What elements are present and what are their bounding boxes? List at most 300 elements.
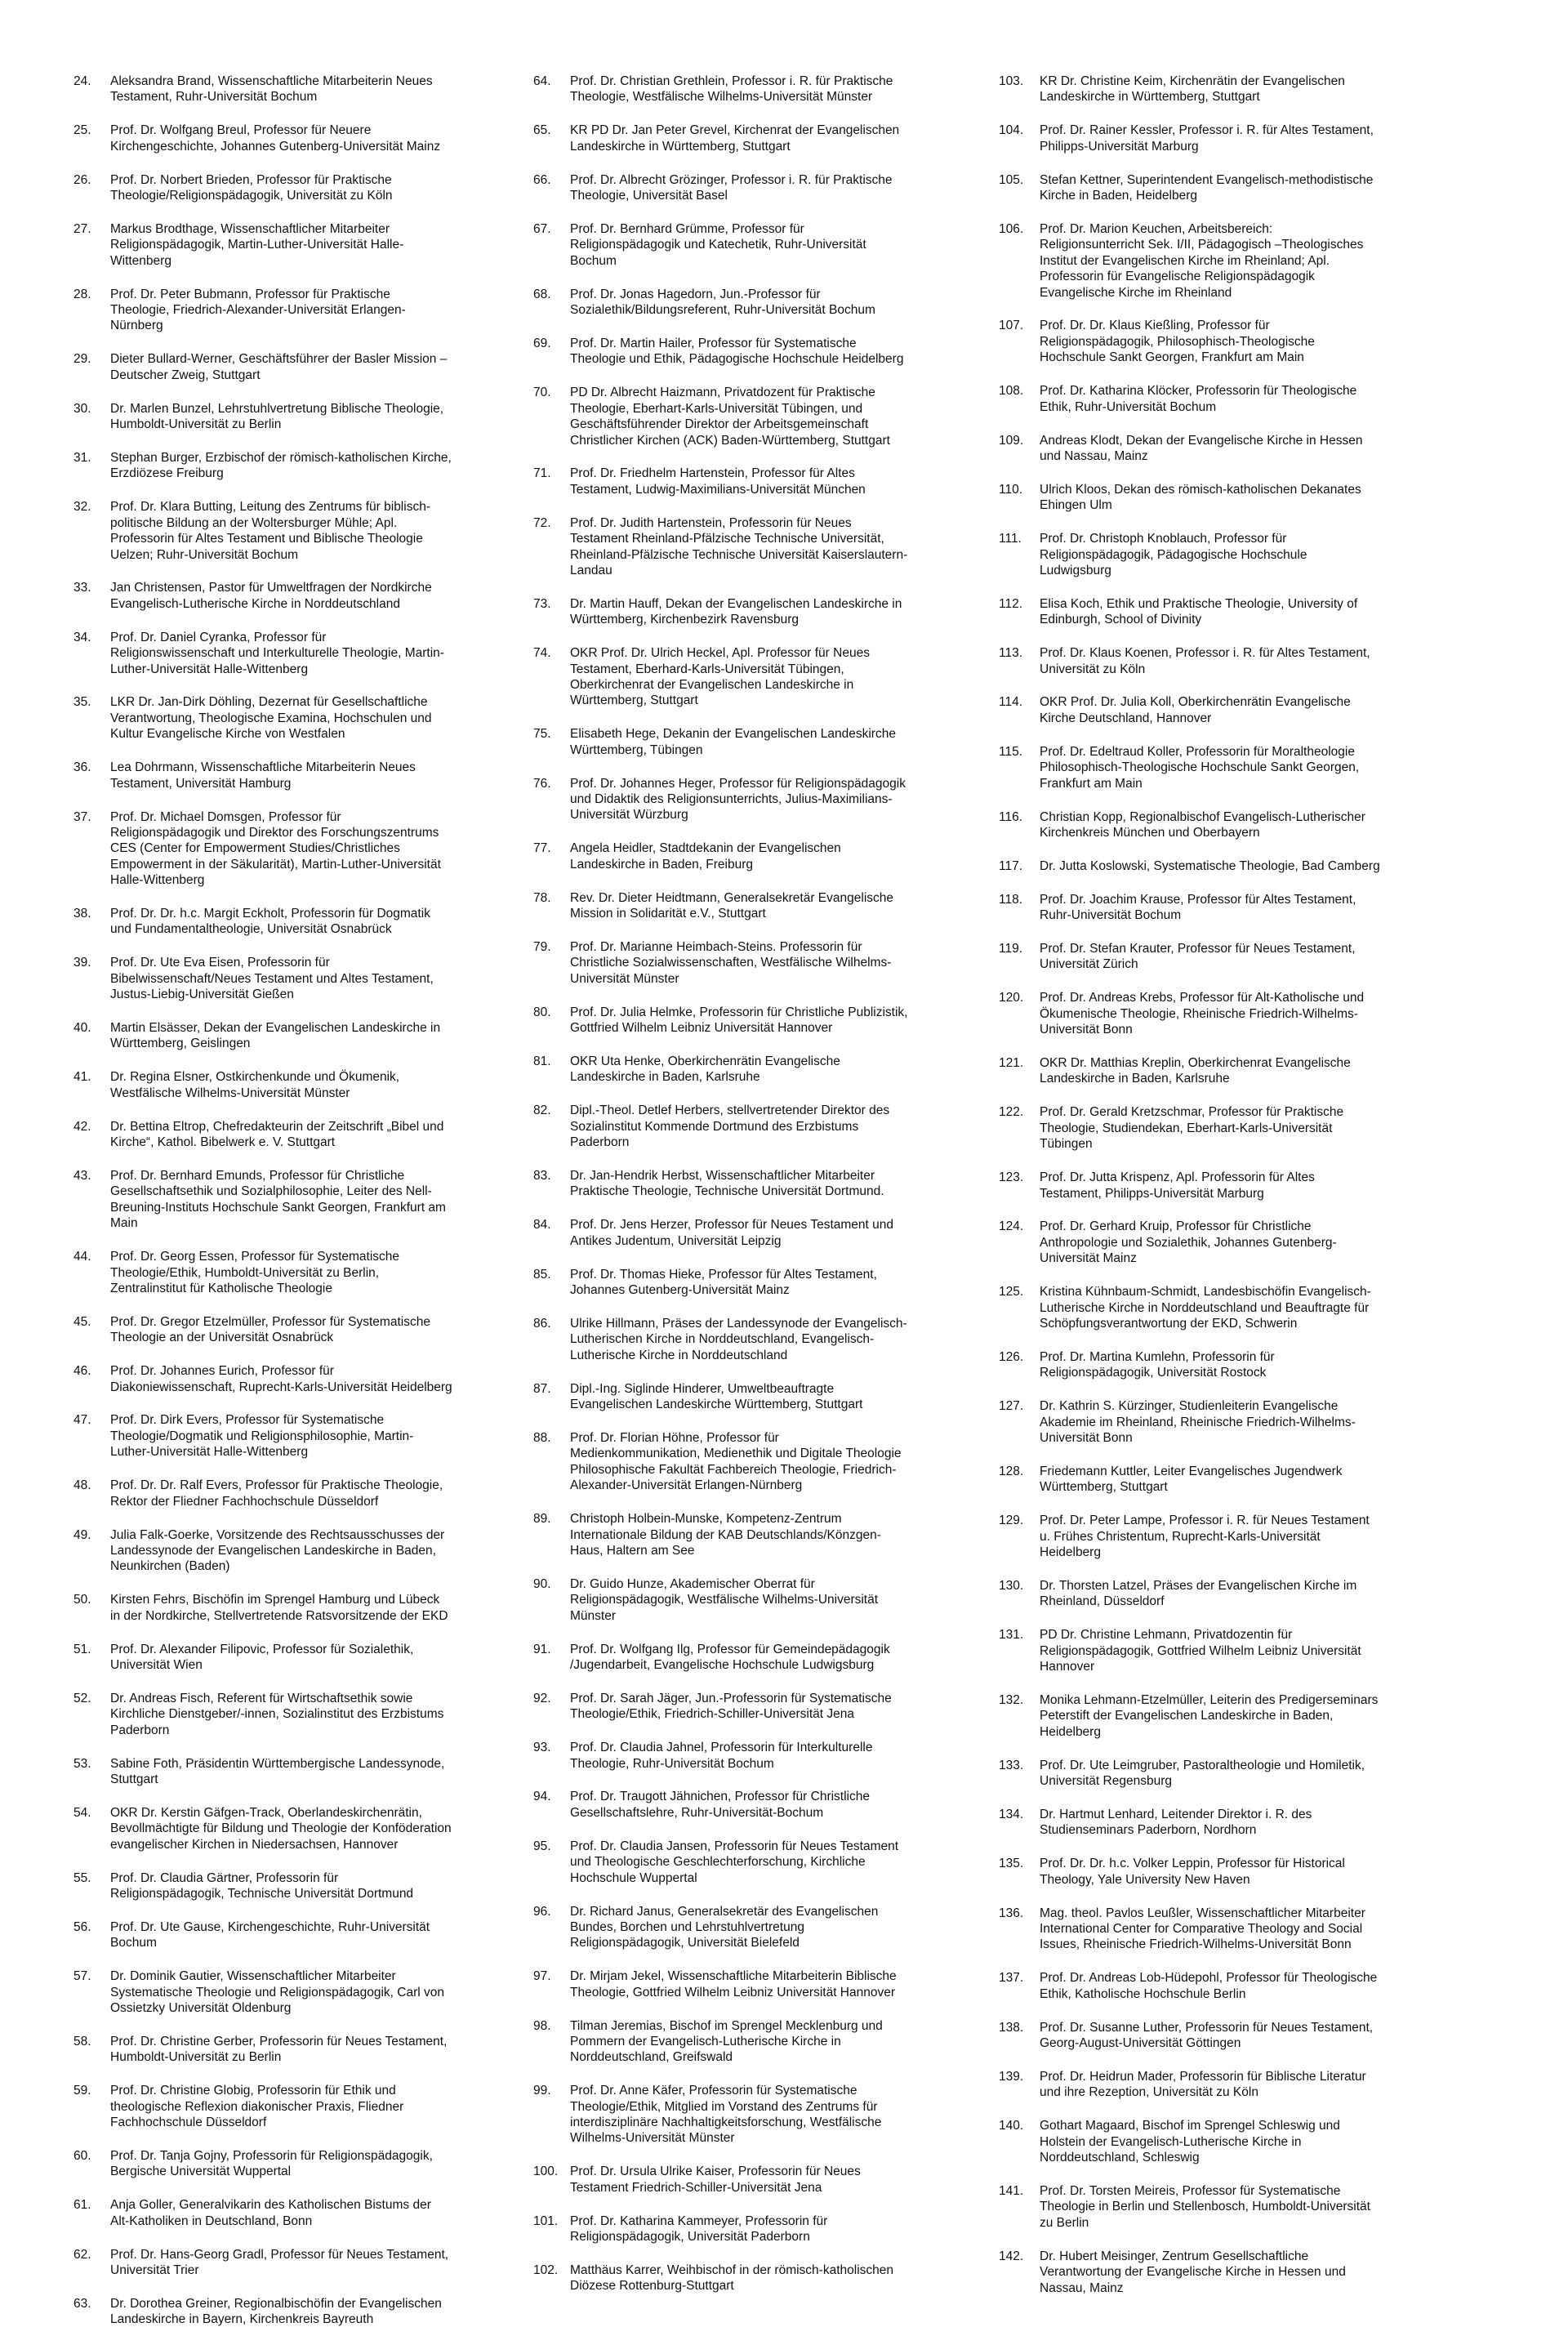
signatory-entry	[999, 531, 1440, 578]
entry-text: Prof. Dr. Georg Essen, Professor für Systematische Theologie/Ethik, Humboldt-Universität zu Berlin, Zentralinstitut für Katholische Theologie	[110, 1250, 400, 1295]
entry-text: Prof. Dr. Gerald Kretzschmar, Professor für Praktische Theologie, Studiendekan, Eberhart-Karls-Universität Tübingen	[1040, 1105, 1344, 1152]
entry-text: Dr. Jutta Koslowski, Systematische Theologie, Bad Camberg	[1040, 858, 1380, 873]
signatory-entry	[74, 1069, 498, 1101]
signatory-entry	[533, 385, 964, 448]
entry-text: Friedemann Kuttler, Leiter Evangelisches Jugendwerk Württemberg, Stuttgart	[1040, 1464, 1343, 1495]
entry-text: Angela Heidler, Stadtdekanin der Evangelischen Landeskirche in Baden, Freiburg	[570, 841, 841, 872]
entry-text: Prof. Dr. Claudia Jahnel, Professorin für Interkulturelle Theologie, Ruhr-Universität Bochum	[570, 1741, 873, 1771]
entry-number: 90.	[533, 1576, 551, 1591]
entry-number: 96.	[533, 1904, 551, 1919]
entry-number: 126.	[999, 1349, 1024, 1364]
entry-number: 131.	[999, 1628, 1024, 1643]
entry-number: 86.	[533, 1316, 551, 1331]
signatory-entry	[999, 1284, 1440, 1331]
entry-number: 75.	[533, 727, 551, 742]
signatory-entry	[533, 466, 964, 497]
entry-text: Prof. Dr. Edeltraud Koller, Professorin für Moraltheologie Philosophisch-Theologische Hochschule Sankt Georgen, Frankfurt am Main	[1040, 744, 1360, 791]
entry-number: 130.	[999, 1578, 1024, 1593]
entry-text: Dr. Thorsten Latzel, Präses der Evangelischen Kirche im Rheinland, Düsseldorf	[1040, 1578, 1357, 1609]
entry-number: 119.	[999, 942, 1023, 956]
entry-number: 83.	[533, 1169, 551, 1183]
entry-number: 68.	[533, 287, 551, 301]
entry-number: 66.	[533, 172, 551, 187]
entry-text: Rev. Dr. Dieter Heidtmann, Generalsekretär Evangelische Mission in Solidarität e.V., Stuttgart	[570, 890, 893, 921]
signatory-entry	[999, 123, 1440, 154]
entry-number: 56.	[74, 1919, 91, 1934]
entry-number: 32.	[74, 500, 91, 515]
signatory-entry	[533, 2263, 964, 2294]
entry-text: Prof. Dr. Dr. Klaus Kießling, Professor für Religionspädagogik, Philosophisch-Theologische Hochschule Sankt Georgen, Frankfurt am Main	[1040, 319, 1315, 365]
signatory-entry	[74, 694, 498, 742]
entry-text: Prof. Dr. Ursula Ulrike Kaiser, Professorin für Neues Testament Friedrich-Schiller-Universität Jena	[570, 2164, 861, 2195]
entry-text: Dr. Dominik Gautier, Wissenschaftlicher Mitarbeiter Systematische Theologie und Religionspädagogik, Carl von Ossietzky Universität Oldenburg	[110, 1969, 444, 2016]
signatory-column-2	[533, 74, 964, 2312]
entry-text: Martin Elsässer, Dekan der Evangelischen Landeskirche in Württemberg, Geislingen	[110, 1021, 441, 1051]
signatory-entry	[74, 1363, 498, 1395]
entry-number: 95.	[533, 1839, 551, 1853]
entry-number: 100.	[533, 2164, 559, 2179]
entry-number: 128.	[999, 1464, 1024, 1478]
entry-text: Dr. Hartmut Lenhard, Leitender Direktor i. R. des Studienseminars Paderborn, Nordhorn	[1040, 1807, 1312, 1838]
entry-text: Anja Goller, Generalvikarin des Katholischen Bistums der Alt-Katholiken in Deutschland, Bonn	[110, 2198, 431, 2228]
entry-text: Matthäus Karrer, Weihbischof in der römisch-katholischen Diözese Rottenburg-Stuttgart	[570, 2263, 893, 2294]
entry-number: 73.	[533, 596, 551, 611]
signatory-entry	[999, 744, 1440, 791]
signatory-entry	[533, 726, 964, 758]
signatory-entry	[533, 336, 964, 368]
signatory-entry	[533, 2164, 964, 2196]
entry-text: Prof. Dr. Bernhard Emunds, Professor für Christliche Gesellschaftsethik und Sozialphilosophie, Leiter des Nell- Breuning-Instituts Hochschule Sankt Georgen, Frankfurt am Main	[110, 1169, 446, 1231]
entry-number: 87.	[533, 1381, 551, 1396]
entry-number: 125.	[999, 1285, 1024, 1300]
entry-text: Prof. Dr. Friedhelm Hartenstein, Professor für Altes Testament, Ludwig-Maximilians-Universität München	[570, 466, 866, 497]
entry-number: 74.	[533, 646, 551, 661]
entry-text: Dr. Guido Hunze, Akademischer Oberrat für Religionspädagogik, Westfälische Wilhelms-Universität Münster	[570, 1576, 879, 1623]
entry-text: Stefan Kettner, Superintendent Evangelisch-methodistische Kirche in Baden, Heidelberg	[1040, 172, 1374, 203]
signatory-entry	[74, 74, 498, 105]
entry-number: 64.	[533, 74, 551, 88]
signatory-entry	[999, 1219, 1440, 1266]
signatory-entry	[999, 1856, 1440, 1888]
entry-text: Sabine Foth, Präsidentin Württembergische Landessynode, Stuttgart	[110, 1756, 445, 1786]
entry-number: 57.	[74, 1969, 91, 1984]
signatory-entry	[74, 1168, 498, 1232]
entry-number: 37.	[74, 809, 91, 824]
signatory-entry	[533, 776, 964, 823]
signatory-entry	[74, 1249, 498, 1296]
entry-number: 127.	[999, 1399, 1024, 1414]
entry-text: Elisa Koch, Ethik und Praktische Theologie, University of Edinburgh, School of Divinity	[1040, 596, 1358, 627]
entry-text: Kirsten Fehrs, Bischöfin im Sprengel Hamburg und Lübeck in der Nordkirche, Stellvertretende Ratsvorsitzende der EKD	[110, 1593, 448, 1623]
entry-text: Prof. Dr. Andreas Lob-Hüdepohl, Professor für Theologische Ethik, Katholische Hochschule Berlin	[1040, 1971, 1378, 2001]
signatory-entry	[999, 74, 1440, 105]
signatory-entry	[74, 2197, 498, 2229]
entry-number: 77.	[533, 841, 551, 856]
entry-text: OKR Prof. Dr. Julia Koll, Oberkirchenrätin Evangelische Kirche Deutschland, Hannover	[1040, 695, 1351, 725]
entry-text: Prof. Dr. Gerhard Kruip, Professor für Christliche Anthropologie und Sozialethik, Johannes Gutenberg- Universität Mainz	[1040, 1219, 1337, 1266]
entry-text: Dipl.-Ing. Siglinde Hinderer, Umweltbeauftragte Evangelischen Landeskirche Württemberg, Stuttgart	[570, 1381, 863, 1412]
signatory-entry	[74, 1805, 498, 1852]
entry-text: PD Dr. Albrecht Haizmann, Privatdozent für Praktische Theologie, Eberhart-Karls-Universität Tübingen, und Geschäftsführender Direktor der Arbeitsgemeinschaft Christlicher Kirchen (ACK) Baden-Württemberg, Stuttgart	[570, 386, 890, 448]
entry-number: 31.	[74, 451, 91, 465]
entry-number: 45.	[74, 1314, 91, 1329]
signatory-entry	[533, 1381, 964, 1413]
signatory-entry	[533, 1904, 964, 1951]
entry-text: KR Dr. Christine Keim, Kirchenrätin der Evangelischen Landeskirche in Württemberg, Stuttgart	[1040, 74, 1345, 105]
entry-number: 106.	[999, 221, 1024, 236]
entry-text: Prof. Dr. Martina Kumlehn, Professorin für Religionspädagogik, Universität Rostock	[1040, 1349, 1275, 1380]
entry-number: 110.	[999, 482, 1023, 497]
entry-text: Prof. Dr. Johannes Eurich, Professor für Diakoniewissenschaft, Ruprecht-Karls-Universität Heidelberg	[110, 1364, 452, 1394]
entry-text: Dieter Bullard-Werner, Geschäftsführer der Basler Mission – Deutscher Zweig, Stuttgart	[110, 352, 448, 382]
signatory-entry	[999, 2118, 1440, 2165]
entry-number: 49.	[74, 1527, 91, 1542]
entry-text: Prof. Dr. Joachim Krause, Professor für Altes Testament, Ruhr-Universität Bochum	[1040, 892, 1356, 923]
signatory-entry	[999, 694, 1440, 726]
signatory-entry	[999, 2183, 1440, 2231]
signatory-entry	[533, 645, 964, 709]
signatory-entry	[533, 1576, 964, 1624]
entry-number: 121.	[999, 1056, 1024, 1071]
entry-number: 124.	[999, 1219, 1024, 1234]
signatory-column-3	[999, 74, 1440, 2313]
entry-number: 38.	[74, 907, 91, 921]
entry-text: Prof. Dr. Michael Domsgen, Professor für Religionspädagogik und Direktor des Forschungszentrums CES (Center for Empowerment Studies/Christliches Empowerment in der Säkularität), Martin-Luther-Universität Halle-Wittenberg	[110, 809, 441, 888]
entry-number: 109.	[999, 433, 1024, 448]
signatory-entry	[999, 1104, 1440, 1152]
entry-number: 36.	[74, 760, 91, 775]
entry-number: 27.	[74, 221, 91, 236]
entry-text: Prof. Dr. Sarah Jäger, Jun.-Professorin für Systematische Theologie/Ethik, Friedrich-Schiller-Universität Jena	[570, 1691, 892, 1722]
entry-number: 129.	[999, 1514, 1024, 1528]
signatory-entry	[533, 1511, 964, 1558]
signatory-entry	[999, 2020, 1440, 2052]
entry-text: Prof. Dr. Christoph Knoblauch, Professor für Religionspädagogik, Pädagogische Hochschule Ludwigsburg	[1040, 532, 1307, 577]
signatory-entry	[999, 1627, 1440, 1674]
signatory-entry	[533, 1740, 964, 1772]
entry-number: 51.	[74, 1642, 91, 1656]
signatory-entry	[999, 2249, 1440, 2296]
entry-text: Dr. Dorothea Greiner, Regionalbischöfin der Evangelischen Landeskirche in Bayern, Kirchenkreis Bayreuth	[110, 2296, 442, 2327]
entry-number: 35.	[74, 695, 91, 710]
entry-text: Jan Christensen, Pastor für Umweltfragen der Nordkirche Evangelisch-Lutherische Kirche in Norddeutschland	[110, 581, 432, 611]
entry-text: Prof. Dr. Katharina Kammeyer, Professorin für Religionspädagogik, Universität Paderborn	[570, 2213, 828, 2245]
entry-number: 47.	[74, 1413, 91, 1428]
signatory-entry	[74, 287, 498, 334]
signatory-entry	[999, 990, 1440, 1037]
entry-number: 141.	[999, 2183, 1024, 2198]
signatory-entry	[533, 596, 964, 628]
signatory-entry	[999, 221, 1440, 301]
entry-number: 88.	[533, 1430, 551, 1445]
entry-number: 107.	[999, 319, 1024, 333]
entry-text: Aleksandra Brand, Wissenschaftliche Mitarbeiterin Neues Testament, Ruhr-Universität Bochum	[110, 74, 433, 105]
entry-number: 101.	[533, 2213, 559, 2228]
entry-text: Prof. Dr. Klaus Koenen, Professor i. R. für Altes Testament, Universität zu Köln	[1040, 646, 1370, 676]
entry-number: 42.	[74, 1119, 91, 1134]
entry-text: Stephan Burger, Erzbischof der römisch-katholischen Kirche, Erzdiözese Freiburg	[110, 451, 452, 481]
entry-number: 92.	[533, 1691, 551, 1705]
entry-text: Prof. Dr. Marianne Heimbach-Steins. Professorin für Christliche Sozialwissenschaften, Westfälische Wilhelms- Universität Münster	[570, 939, 892, 986]
entry-number: 98.	[533, 2018, 551, 2033]
entry-text: Dr. Jan-Hendrik Herbst, Wissenschaftlicher Mitarbeiter Praktische Theologie, Technische Universität Dortmund.	[570, 1169, 884, 1199]
signatory-entry	[533, 287, 964, 319]
entry-text: Prof. Dr. Gregor Etzelmüller, Professor für Systematische Theologie an der Universität Osnabrück	[110, 1314, 430, 1345]
signatory-entry	[999, 318, 1440, 365]
entry-number: 72.	[533, 515, 551, 530]
signatory-entry	[999, 1398, 1440, 1446]
signatory-entry	[533, 74, 964, 105]
entry-text: PD Dr. Christine Lehmann, Privatdozentin für Religionspädagogik, Gottfried Wilhelm Leibniz Universität Hannover	[1040, 1628, 1361, 1674]
entry-number: 55.	[74, 1870, 91, 1885]
signatory-entry	[999, 383, 1440, 415]
signatory-entry	[74, 123, 498, 154]
entry-text: Prof. Dr. Andreas Krebs, Professor für Alt-Katholische und Ökumenische Theologie, Rheinische Friedrich-Wilhelms- Universität Bonn	[1040, 991, 1365, 1037]
entry-number: 115.	[999, 744, 1023, 759]
entry-number: 79.	[533, 939, 551, 954]
signatory-entry	[999, 172, 1440, 204]
entry-number: 142.	[999, 2249, 1024, 2263]
signatory-entry	[74, 1119, 498, 1151]
entry-text: Prof. Dr. Johannes Heger, Professor für Religionspädagogik und Didaktik des Religionsunterrichts, Julius-Maximilians- Universität Würzburg	[570, 776, 906, 823]
entry-number: 24.	[74, 74, 91, 88]
signatory-entry	[533, 1005, 964, 1037]
entry-text: Prof. Dr. Susanne Luther, Professorin für Neues Testament, Georg-August-Universität Göttingen	[1040, 2020, 1374, 2051]
signatory-entry	[533, 221, 964, 269]
signatory-entry	[999, 1055, 1440, 1087]
entry-text: Prof. Dr. Hans-Georg Gradl, Professor für Neues Testament, Universität Trier	[110, 2247, 449, 2277]
signatory-entry	[533, 515, 964, 579]
entry-text: Elisabeth Hege, Dekanin der Evangelischen Landeskirche Württemberg, Tübingen	[570, 727, 896, 757]
entry-number: 41.	[74, 1070, 91, 1085]
signatory-column-1	[74, 74, 498, 2345]
entry-number: 63.	[74, 2296, 91, 2311]
entry-text: Prof. Dr. Dirk Evers, Professor für Systematische Theologie/Dogmatik und Religionsphilosophie, Martin- Luther-Universität Halle-Wittenberg	[110, 1413, 414, 1460]
signatory-entry	[999, 1692, 1440, 1740]
entry-number: 113.	[999, 646, 1023, 661]
entry-number: 134.	[999, 1807, 1024, 1821]
entry-number: 82.	[533, 1103, 551, 1118]
entry-text: Prof. Dr. Dr. h.c. Volker Leppin, Professor für Historical Theology, Yale University New Haven	[1040, 1857, 1345, 1887]
signatory-entry	[74, 2148, 498, 2180]
entry-text: Tilman Jeremias, Bischof im Sprengel Mecklenburg und Pommern der Evangelisch-Lutherische Kirche in Norddeutschland, Greifswald	[570, 2018, 883, 2065]
signatory-entry	[74, 401, 498, 433]
entry-text: Ulrich Kloos, Dekan des römisch-katholischen Dekanates Ehingen Ulm	[1040, 482, 1361, 513]
entry-number: 48.	[74, 1478, 91, 1493]
entry-text: Prof. Dr. Thomas Hieke, Professor für Altes Testament, Johannes Gutenberg-Universität Mainz	[570, 1267, 877, 1298]
entry-text: Prof. Dr. Traugott Jähnichen, Professor für Christliche Gesellschaftslehre, Ruhr-Universität-Bochum	[570, 1790, 870, 1820]
signatory-entry	[74, 1592, 498, 1624]
entry-text: Julia Falk-Goerke, Vorsitzende des Rechtsausschusses der Landessynode der Evangelischen Landeskirche in Baden, Neunkirchen (Baden)	[110, 1527, 445, 1574]
entry-text: Prof. Dr. Torsten Meireis, Professor für Systematische Theologie in Berlin und Stellenbosch, Humboldt-Universität zu Berlin	[1040, 2183, 1370, 2230]
entry-text: Prof. Dr. Wolfgang Ilg, Professor für Gemeindepädagogik /Jugendarbeit, Evangelische Hochschule Ludwigsburg	[570, 1642, 890, 1672]
signatory-entry	[74, 351, 498, 383]
entry-text: Mag. theol. Pavlos Leußler, Wissenschaftlicher Mitarbeiter International Center for Comparative Theology and Social Issues, Rheinische Friedrich-Wilhelms-Universität Bonn	[1040, 1906, 1365, 1952]
signatory-entry	[533, 1217, 964, 1249]
signatory-entry	[74, 172, 498, 204]
entry-number: 76.	[533, 776, 551, 791]
entry-text: Dr. Richard Janus, Generalsekretär des Evangelischen Bundes, Borchen und Lehrstuhlvertretung Religionspädagogik, Universität Bielefeld	[570, 1904, 879, 1950]
signatory-entry	[533, 2018, 964, 2066]
entry-text: Gothart Magaard, Bischof im Sprengel Schleswig und Holstein der Evangelisch-Lutherische Kirche in Norddeutschland, Schleswig	[1040, 2119, 1340, 2165]
entry-text: Dr. Martin Hauff, Dekan der Evangelischen Landeskirche in Württemberg, Kirchenbezirk Ravensburg	[570, 596, 902, 627]
signatory-entry	[74, 2296, 498, 2328]
entry-text: Prof. Dr. Ute Leimgruber, Pastoraltheologie und Homiletik, Universität Regensburg	[1040, 1758, 1365, 1789]
signatory-entry	[533, 1316, 964, 1363]
entry-number: 133.	[999, 1758, 1024, 1772]
signatory-entry	[999, 596, 1440, 628]
signatory-entry	[999, 482, 1440, 514]
signatory-entry	[74, 1478, 498, 1509]
signatory-entry	[74, 2034, 498, 2066]
entry-text: Prof. Dr. Tanja Gojny, Professorin für Religionspädagogik, Bergische Universität Wuppertal	[110, 2148, 433, 2179]
entry-text: Prof. Dr. Florian Höhne, Professor für Medienkommunikation, Medienethik und Digitale Theologie Philosophische Fakultät Fachbereich Theologie, Friedrich- Alexander-Universität Erlangen-Nürnberg	[570, 1430, 902, 1493]
entry-text: Dr. Bettina Eltrop, Chefredakteurin der Zeitschrift „Bibel und Kirche“, Kathol. Bibelwerk e. V. Stuttgart	[110, 1119, 444, 1150]
entry-text: Dr. Kathrin S. Kürzinger, Studienleiterin Evangelische Akademie im Rheinland, Rheinische Friedrich-Wilhelms- Universität Bonn	[1040, 1399, 1356, 1445]
entry-number: 28.	[74, 287, 91, 301]
entry-text: OKR Prof. Dr. Ulrich Heckel, Apl. Professor für Neues Testament, Eberhard-Karls-Universität Tübingen, Oberkirchenrat der Evangelischen Landeskirche in Württemberg, Stuttgart	[570, 646, 870, 708]
signatory-entry	[533, 840, 964, 872]
entry-text: Prof. Dr. Jutta Krispenz, Apl. Professorin für Altes Testament, Philipps-Universität Marburg	[1040, 1170, 1315, 1201]
entry-text: Prof. Dr. Christine Globig, Professorin für Ethik und theologische Reflexion diakonischer Praxis, Fliedner Fachhochschule Düsseldorf	[110, 2084, 404, 2130]
signatory-entry	[74, 580, 498, 612]
entry-number: 105.	[999, 172, 1024, 187]
entry-number: 94.	[533, 1790, 551, 1804]
entry-number: 102.	[533, 2263, 559, 2277]
signatory-entry	[999, 645, 1440, 677]
entry-number: 29.	[74, 352, 91, 367]
signatory-entry	[74, 2083, 498, 2130]
signatory-entry	[999, 941, 1440, 973]
entry-number: 52.	[74, 1691, 91, 1705]
signatory-entry	[74, 499, 498, 563]
entry-text: Prof. Dr. Daniel Cyranka, Professor für Religionswissenschaft und Interkulturelle Theologie, Martin- Luther-Universität Halle-Wittenberg	[110, 630, 444, 676]
entry-text: Markus Brodthage, Wissenschaftlicher Mitarbeiter Religionspädagogik, Martin-Luther-Universität Halle- Wittenberg	[110, 221, 404, 268]
signatory-entry	[74, 1527, 498, 1575]
entry-number: 138.	[999, 2020, 1024, 2035]
entry-number: 137.	[999, 1971, 1024, 1986]
entry-text: Prof. Dr. Rainer Kessler, Professor i. R. für Altes Testament, Philipps-Universität Marburg	[1040, 123, 1374, 154]
signatory-entry	[533, 890, 964, 922]
entry-number: 53.	[74, 1756, 91, 1771]
entry-number: 62.	[74, 2247, 91, 2262]
signatory-entry	[533, 1642, 964, 1674]
signatory-entry	[74, 955, 498, 1002]
signatory-entry	[533, 1789, 964, 1821]
entry-text: Prof. Dr. Ute Eva Eisen, Professorin für Bibelwissenschaft/Neues Testament und Altes Testament, Justus-Liebig-Universität Gießen	[110, 956, 434, 1002]
entry-number: 60.	[74, 2148, 91, 2163]
entry-number: 25.	[74, 123, 91, 138]
entry-number: 116.	[999, 809, 1023, 824]
entry-number: 78.	[533, 890, 551, 905]
entry-text: Lea Dohrmann, Wissenschaftliche Mitarbeiterin Neues Testament, Universität Hamburg	[110, 760, 416, 791]
entry-number: 33.	[74, 581, 91, 595]
entry-number: 89.	[533, 1512, 551, 1527]
signatory-entry	[74, 1020, 498, 1052]
entry-text: Dr. Hubert Meisinger, Zentrum Gesellschaftliche Verantwortung der Evangelische Kirche in Hessen und Nassau, Mainz	[1040, 2249, 1346, 2295]
signatory-entry	[74, 760, 498, 791]
entry-number: 117.	[999, 858, 1023, 873]
entry-number: 39.	[74, 956, 91, 970]
signatory-entry	[999, 1970, 1440, 2002]
entry-text: Prof. Dr. Bernhard Grümme, Professor für Religionspädagogik und Katechetik, Ruhr-Universität Bochum	[570, 221, 866, 268]
entry-text: Dipl.-Theol. Detlef Herbers, stellvertretender Direktor des Sozialinstitut Kommende Dortmund des Erzbistums Paderborn	[570, 1103, 890, 1150]
signatory-entry	[74, 809, 498, 889]
entry-number: 26.	[74, 172, 91, 187]
entry-number: 122.	[999, 1105, 1024, 1120]
entry-number: 111.	[999, 532, 1022, 546]
entry-number: 118.	[999, 892, 1023, 907]
signatory-entry	[533, 123, 964, 154]
signatory-entry	[533, 1054, 964, 1086]
signatory-entry	[533, 1103, 964, 1150]
entry-text: Prof. Dr. Wolfgang Breul, Professor für Neuere Kirchengeschichte, Johannes Gutenberg-Universität Mainz	[110, 123, 441, 154]
entry-number: 61.	[74, 2198, 91, 2213]
entry-number: 112.	[999, 596, 1023, 611]
entry-text: Prof. Dr. Ute Gause, Kirchengeschichte, Ruhr-Universität Bochum	[110, 1919, 430, 1950]
entry-number: 70.	[533, 386, 551, 400]
entry-text: Andreas Klodt, Dekan der Evangelische Kirche in Hessen und Nassau, Mainz	[1040, 433, 1363, 463]
signatory-entry	[74, 1412, 498, 1460]
signatory-entry	[999, 1807, 1440, 1839]
entry-text: Prof. Dr. Jonas Hagedorn, Jun.-Professor für Sozialethik/Bildungsreferent, Ruhr-Universität Bochum	[570, 287, 875, 318]
signatory-entry	[74, 906, 498, 938]
entry-text: Prof. Dr. Klara Butting, Leitung des Zentrums für biblisch- politische Bildung an der Woltersburger Mühle; Apl. Professorin für Altes Testament und Biblische Theologie Uelzen; Ruhr-Universität Bochum	[110, 500, 430, 562]
signatory-entry	[74, 1756, 498, 1788]
entry-number: 108.	[999, 384, 1024, 399]
entry-number: 80.	[533, 1005, 551, 1019]
entry-number: 135.	[999, 1857, 1024, 1871]
signatory-entry	[999, 809, 1440, 841]
entry-text: Prof. Dr. Christine Gerber, Professorin für Neues Testament, Humboldt-Universität zu Berlin	[110, 2034, 448, 2065]
entry-text: Dr. Regina Elsner, Ostkirchenkunde und Ökumenik, Westfälische Wilhelms-Universität Münster	[110, 1070, 400, 1100]
entry-number: 59.	[74, 2084, 91, 2098]
signatory-entry	[533, 1968, 964, 2000]
entry-number: 140.	[999, 2119, 1024, 2133]
entry-text: Dr. Mirjam Jekel, Wissenschaftliche Mitarbeiterin Biblische Theologie, Gottfried Wilhelm Leibniz Universität Hannover	[570, 1969, 897, 1999]
entry-number: 65.	[533, 123, 551, 138]
entry-text: LKR Dr. Jan-Dirk Döhling, Dezernat für Gesellschaftliche Verantwortung, Theologische Examina, Hochschulen und Kultur Evangelische Kirche von Westfalen	[110, 695, 432, 742]
signatory-entry	[533, 2083, 964, 2147]
signatory-entry	[533, 939, 964, 987]
entry-number: 30.	[74, 401, 91, 416]
entry-text: Prof. Dr. Heidrun Mader, Professorin für Biblische Literatur und ihre Rezeption, Universität zu Köln	[1040, 2069, 1366, 2100]
signatory-entry	[74, 1870, 498, 1902]
signatory-entry	[533, 1691, 964, 1723]
entry-text: OKR Dr. Kerstin Gäfgen-Track, Oberlandeskirchenrätin, Bevollmächtigte für Bildung und Theologie der Konföderation evangelischer Kirchen in Niedersachsen, Hannover	[110, 1805, 452, 1852]
entry-number: 71.	[533, 466, 551, 481]
entry-number: 123.	[999, 1170, 1024, 1185]
entry-text: Prof. Dr. Albrecht Grözinger, Professor i. R. für Praktische Theologie, Universität Basel	[570, 172, 893, 203]
signatory-entry	[74, 1691, 498, 1738]
entry-number: 91.	[533, 1642, 551, 1656]
entry-text: Dr. Marlen Bunzel, Lehrstuhlvertretung Biblische Theologie, Humboldt-Universität zu Berlin	[110, 401, 444, 432]
entry-text: Prof. Dr. Katharina Klöcker, Professorin für Theologische Ethik, Ruhr-Universität Bochum	[1040, 384, 1357, 414]
entry-text: Monika Lehmann-Etzelmüller, Leiterin des Predigerseminars Peterstift der Evangelischen Landeskirche in Baden, Heidelberg	[1040, 1692, 1379, 1739]
signatory-entry	[533, 1267, 964, 1299]
entry-text: Prof. Dr. Norbert Brieden, Professor für Praktische Theologie/Religionspädagogik, Universität zu Köln	[110, 172, 393, 203]
entry-text: KR PD Dr. Jan Peter Grevel, Kirchenrat der Evangelischen Landeskirche in Württemberg, Stuttgart	[570, 123, 900, 154]
entry-text: Prof. Dr. Claudia Gärtner, Professorin für Religionspädagogik, Technische Universität Dortmund	[110, 1870, 414, 1901]
signatory-entry	[999, 1464, 1440, 1496]
entry-number: 139.	[999, 2069, 1024, 2084]
signatory-entry	[999, 858, 1440, 874]
entry-number: 46.	[74, 1364, 91, 1379]
signatory-entry	[999, 1349, 1440, 1381]
entry-number: 67.	[533, 221, 551, 236]
signatory-entry	[999, 2069, 1440, 2101]
entry-text: Ulrike Hillmann, Präses der Landessynode der Evangelisch- Lutherischen Kirche in Norddeutschland, Evangelisch- Lutherische Kirche in Norddeutschland	[570, 1316, 907, 1362]
